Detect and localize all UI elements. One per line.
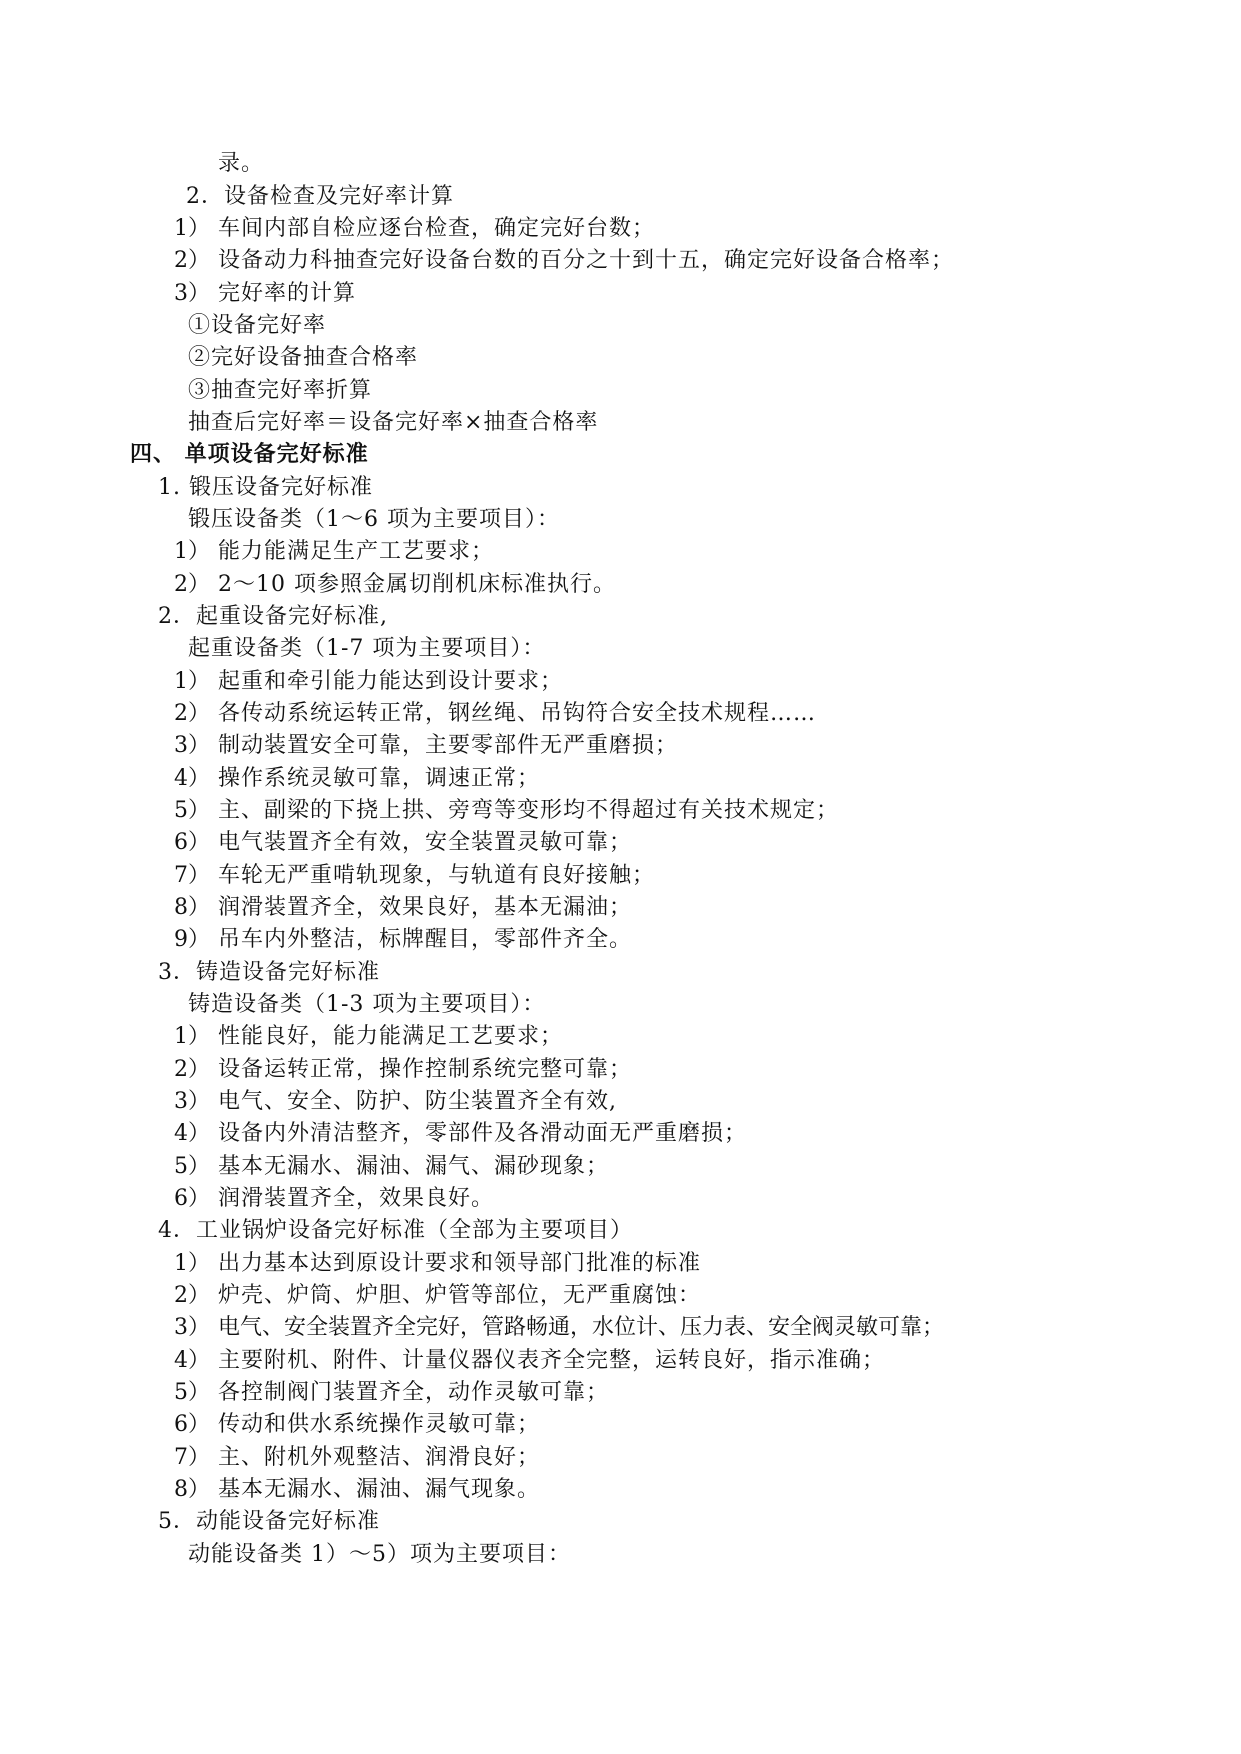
list-number: 8） <box>174 895 210 920</box>
text-line: 录。 <box>218 151 265 176</box>
chapter-heading: 四、 单项设备完好标准 <box>130 442 369 467</box>
list-number: 5） <box>174 1380 210 1405</box>
list-item: 车轮无严重啃轨现象，与轨道有良好接触； <box>218 863 656 888</box>
list-number: 2） <box>174 701 210 726</box>
list-item: 2～10 项参照金属切削机床标准执行。 <box>218 572 616 597</box>
list-number: 6） <box>174 830 210 855</box>
list-item: 操作系统灵敏可靠，调速正常； <box>218 766 541 791</box>
list-number: 2） <box>174 248 210 273</box>
list-number: 9） <box>174 927 210 952</box>
list-number: 2） <box>174 1057 210 1082</box>
list-item: 润滑装置齐全，效果良好，基本无漏油； <box>218 895 633 920</box>
list-item: 电气、安全装置齐全完好，管路畅通，水位计、压力表、安全阀灵敏可靠； <box>218 1315 945 1340</box>
text-line: ①设备完好率 <box>188 313 327 338</box>
list-item: 主、附机外观整洁、润滑良好； <box>218 1445 541 1470</box>
list-number: 1） <box>174 669 210 694</box>
list-item: 基本无漏水、漏油、漏气、漏砂现象； <box>218 1154 610 1179</box>
list-item: 各控制阀门装置齐全，动作灵敏可靠； <box>218 1380 610 1405</box>
section-heading: 2．起重设备完好标准, <box>158 604 388 629</box>
list-number: 1） <box>174 1024 210 1049</box>
list-number: 4） <box>174 1348 210 1373</box>
text-line: ③抽查完好率折算 <box>188 378 373 403</box>
list-item: 吊车内外整洁，标牌醒目，零部件齐全。 <box>218 927 633 952</box>
list-item: 车间内部自检应逐台检查，确定完好台数； <box>218 216 656 241</box>
list-number: 1） <box>174 216 210 241</box>
text-line: 抽查后完好率＝设备完好率×抽查合格率 <box>188 410 599 435</box>
section-heading: 1. 锻压设备完好标准 <box>158 475 373 500</box>
list-item: 制动装置安全可靠，主要零部件无严重磨损； <box>218 733 679 758</box>
list-number: 6） <box>174 1412 210 1437</box>
list-item: 性能良好，能力能满足工艺要求； <box>218 1024 564 1049</box>
text-line: 起重设备类（1-7 项为主要项目）： <box>188 636 546 661</box>
list-number: 8） <box>174 1477 210 1502</box>
list-number: 3） <box>174 1315 210 1340</box>
list-number: 2） <box>174 572 210 597</box>
list-item: 各传动系统运转正常，钢丝绳、吊钩符合安全技术规程…… <box>218 701 817 726</box>
list-number: 4） <box>174 766 210 791</box>
section-heading: 5．动能设备完好标准 <box>158 1509 380 1534</box>
list-number: 3） <box>174 281 210 306</box>
list-number: 1） <box>174 539 210 564</box>
list-item: 主、副梁的下挠上拱、旁弯等变形均不得超过有关技术规定； <box>218 798 840 823</box>
text-line: ②完好设备抽查合格率 <box>188 345 419 370</box>
text-line: 动能设备类 1）～5）项为主要项目： <box>188 1542 571 1567</box>
list-item: 主要附机、附件、计量仪器仪表齐全完整，运转良好，指示准确； <box>218 1348 886 1373</box>
list-item: 设备内外清洁整齐，零部件及各滑动面无严重磨损； <box>218 1121 748 1146</box>
list-number: 2） <box>174 1283 210 1308</box>
list-number: 5） <box>174 1154 210 1179</box>
list-item: 电气、安全、防护、防尘装置齐全有效, <box>218 1089 617 1114</box>
list-item: 炉壳、炉筒、炉胆、炉管等部位，无严重腐蚀： <box>218 1283 702 1308</box>
list-number: 4） <box>174 1121 210 1146</box>
section-heading: 3．铸造设备完好标准 <box>158 960 380 985</box>
list-number: 3） <box>174 733 210 758</box>
list-item: 传动和供水系统操作灵敏可靠； <box>218 1412 541 1437</box>
list-number: 7） <box>174 1445 210 1470</box>
text-line: 铸造设备类（1-3 项为主要项目）： <box>188 992 546 1017</box>
section-heading: 4．工业锅炉设备完好标准（全部为主要项目） <box>158 1218 633 1243</box>
list-number: 7） <box>174 863 210 888</box>
list-item: 出力基本达到原设计要求和领导部门批准的标准 <box>218 1251 702 1276</box>
list-item: 设备动力科抽查完好设备台数的百分之十到十五，确定完好设备合格率； <box>218 248 955 273</box>
list-item: 润滑装置齐全，效果良好。 <box>218 1186 495 1211</box>
list-item: 完好率的计算 <box>218 281 357 306</box>
list-item: 基本无漏水、漏油、漏气现象。 <box>218 1477 541 1502</box>
list-item: 电气装置齐全有效，安全装置灵敏可靠； <box>218 830 633 855</box>
list-number: 1） <box>174 1251 210 1276</box>
section-heading: 2．设备检查及完好率计算 <box>186 184 454 209</box>
list-number: 3） <box>174 1089 210 1114</box>
text-line: 锻压设备类（1～6 项为主要项目）： <box>188 507 560 532</box>
list-number: 6） <box>174 1186 210 1211</box>
list-item: 设备运转正常，操作控制系统完整可靠； <box>218 1057 633 1082</box>
list-item: 起重和牵引能力能达到设计要求； <box>218 669 564 694</box>
list-number: 5） <box>174 798 210 823</box>
list-item: 能力能满足生产工艺要求； <box>218 539 495 564</box>
